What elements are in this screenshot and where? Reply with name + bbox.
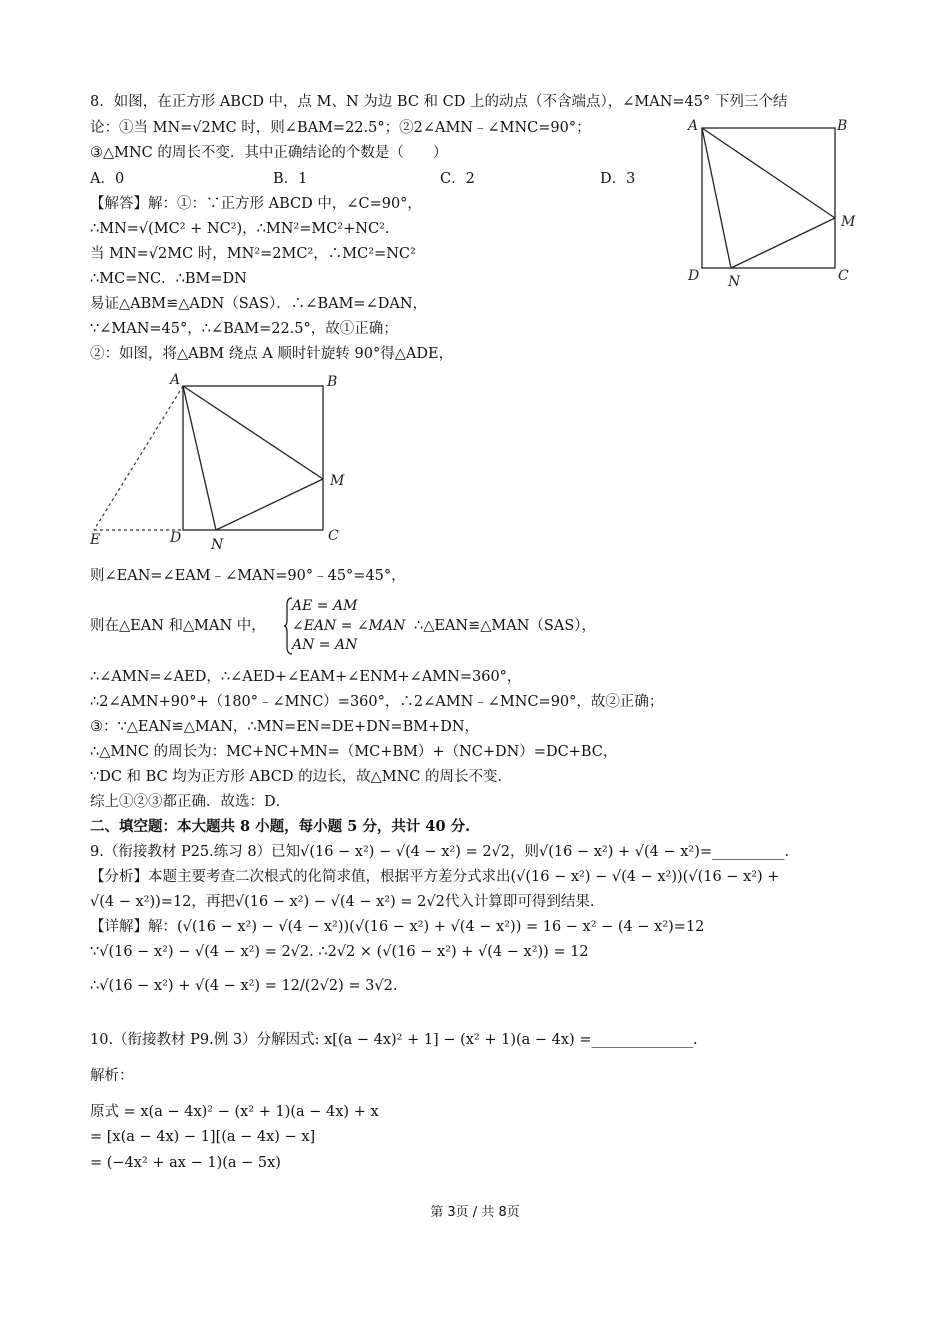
label-a: A <box>688 118 699 134</box>
q8-sol3-line2: ∴2∠AMN+90°+（180°﹣∠MNC）=360°，∴2∠AMN﹣∠MNC=90°，故②正确； <box>90 694 664 710</box>
segment-mn-2 <box>216 479 323 530</box>
q10-step1: 原式 = x(a − 4x)² − (x² + 1)(a − 4x) + x <box>90 1104 379 1120</box>
q9-detail-line3: ∴√(16 − x²) + √(4 − x²) = 12/(2√2) = 3√2. <box>90 978 398 994</box>
q8-solution-line3: 当 MN=√2MC 时，MN²=2MC²，∴MC²=NC² <box>90 246 416 262</box>
q9-analysis-line1: 【分析】本题主要考查二次根式的化简求值，根据平方差分式求出(√(16 − x²) − √(4 − x²))(√(16 − x²) + <box>90 869 780 885</box>
segment-am-2 <box>183 386 323 479</box>
label-a-2: A <box>170 372 181 388</box>
brace-line-3: AN = AN <box>292 637 358 653</box>
q8-stem-line1: 8．如图，在正方形 ABCD 中，点 M、N 为边 BC 和 CD 上的动点（不含端点），∠MAN=45° 下列三个结 <box>90 94 788 110</box>
q8-option-c: C．2 <box>440 171 475 187</box>
q8-solution-line5: 易证△ABM≌△ADN（SAS）．∴∠BAM=∠DAN， <box>90 296 428 312</box>
label-c: C <box>838 268 849 284</box>
segment-an-2 <box>183 386 216 530</box>
segment-am <box>702 128 835 218</box>
label-m: M <box>841 214 856 230</box>
rotation-figure-2 <box>86 366 366 556</box>
q8-solution-line4: ∴MC=NC．∴BM=DN <box>90 271 247 287</box>
segment-ae-dashed <box>94 386 183 530</box>
q8-solution-line2: ∴MN=√(MC² + NC²)，∴MN²=MC²+NC². <box>90 221 390 237</box>
q10-label: 解析： <box>90 1068 134 1084</box>
q8-stem-line3: ③△MNC 的周长不变．其中正确结论的个数是（ ） <box>90 145 448 161</box>
q8-option-d: D．3 <box>600 171 636 187</box>
label-c-2: C <box>328 528 339 544</box>
square-figure-1 <box>680 114 860 294</box>
square-abcd <box>702 128 835 268</box>
segment-mn <box>731 218 835 268</box>
q8-stem-line2: 论：①当 MN=√2MC 时，则∠BAM=22.5°；②2∠AMN﹣∠MNC=90°； <box>90 120 591 136</box>
square-abcd-2 <box>183 386 323 530</box>
q8-sol3-line1: ∴∠AMN=∠AED，∴∠AED+∠EAM+∠ENM+∠AMN=360°， <box>90 669 522 685</box>
label-d-2: D <box>170 530 182 546</box>
label-d: D <box>688 268 700 284</box>
q10-step3: = (−4x² + ax − 1)(a − 5x) <box>90 1155 281 1171</box>
q9-detail-line1: 【详解】解：(√(16 − x²) − √(4 − x²))(√(16 − x²) + √(4 − x²)) = 16 − x² − (4 − x²)=12 <box>90 919 705 935</box>
q9-analysis-line2: √(4 − x²))=12，再把√(16 − x²) − √(4 − x²) = 2√2代入计算即可得到结果. <box>90 894 595 910</box>
q10-step2: = [x(a − 4x) − 1][(a − 4x) − x] <box>90 1129 316 1145</box>
q10-stem: 10.（衔接教材 P9.例 3）分解因式: x[(a − 4x)² + 1] − (x² + 1)(a − 4x) =______________. <box>90 1032 698 1048</box>
brace-suffix: ∴△EAN≌△MAN（SAS）， <box>414 618 597 634</box>
label-n: N <box>728 274 741 290</box>
label-b-2: B <box>327 374 338 390</box>
brace-line-2: ∠EAN = ∠MAN <box>292 618 406 634</box>
page-footer: 第 3页 / 共 8页 <box>430 1205 520 1220</box>
q8-rotation-line: 则∠EAN=∠EAM﹣∠MAN=90°﹣45°=45°， <box>90 568 406 584</box>
brace-line-1: AE = AM <box>292 598 358 614</box>
segment-an <box>702 128 731 268</box>
q8-solution-line6: ∵∠MAN=45°，∴∠BAM=22.5°，故①正确； <box>90 321 398 337</box>
label-n-2: N <box>211 537 224 553</box>
q8-option-b: B．1 <box>273 171 308 187</box>
q8-sol3-line6: 综上①②③都正确．故选：D． <box>90 794 291 810</box>
label-e-2: E <box>90 532 101 548</box>
q8-sol3-line5: ∵DC 和 BC 均为正方形 ABCD 的边长，故△MNC 的周长不变． <box>90 769 513 785</box>
label-b: B <box>837 118 848 134</box>
brace-system <box>284 597 424 655</box>
q9-stem: 9.（衔接教材 P25.练习 8）已知√(16 − x²) − √(4 − x²) = 2√2，则√(16 − x²) + √(4 − x²)=__________. <box>90 844 790 860</box>
q8-sol3-line4: ∴△MNC 的周长为：MC+NC+MN=（MC+BM）+（NC+DN）=DC+BC， <box>90 744 618 760</box>
q8-solution-line1: 【解答】解：①：∵正方形 ABCD 中，∠C=90°， <box>90 196 422 212</box>
label-m-2: M <box>330 473 345 489</box>
q8-solution-line7: ②：如图，将△ABM 绕点 A 顺时针旋转 90°得△ADE， <box>90 346 454 362</box>
section-heading: 二、填空题：本大题共 8 小题，每小题 5 分，共计 40 分. <box>90 818 471 835</box>
q8-sol3-line3: ③：∵△EAN≌△MAN，∴MN=EN=DE+DN=BM+DN， <box>90 719 480 735</box>
q8-option-a: A．0 <box>90 171 125 187</box>
brace-prefix: 则在△EAN 和△MAN 中， <box>90 618 266 634</box>
q9-detail-line2: ∵√(16 − x²) − √(4 − x²) = 2√2. ∴2√2 × (√(16 − x²) + √(4 − x²)) = 12 <box>90 944 589 960</box>
